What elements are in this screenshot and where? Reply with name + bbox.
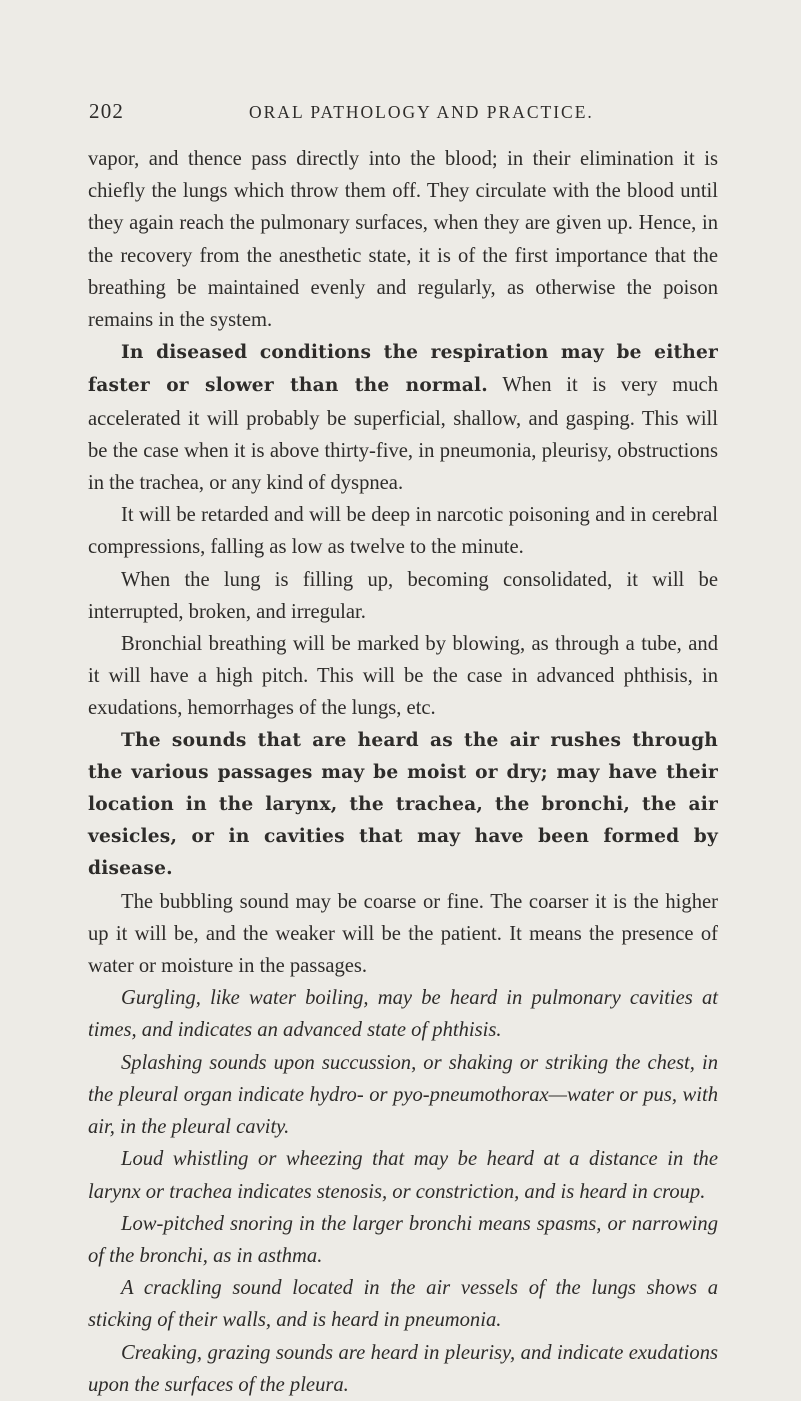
paragraph-snoring: Low-pitched snoring in the larger bronchi means spasms, or narrowing of the bronchi, as in asthma. — [88, 1212, 718, 1267]
paragraph-whistling: Loud whistling or wheezing that may be heard at a distance in the larynx or trachea indicates stenosis, or constriction, and is heard in croup. — [88, 1148, 718, 1203]
paragraph-gurgling: Gurgling, like water boiling, may be heard in pulmonary cavities at times, and indicates an advanced state of phthisis. — [88, 987, 718, 1042]
paragraph-creaking: Creaking, grazing sounds are heard in pleurisy, and indicate exudations upon the surfaces of the pleura. — [88, 1341, 718, 1396]
paragraph-air-sounds: The sounds that are heard as the air rushes through the various passages may be moist or dry; may have their location in the larynx, the trachea, the bronchi, the air vesicles, or in cavities that may have been formed by disease. — [88, 729, 718, 880]
paragraph-retarded-breathing: It will be retarded and will be deep in narcotic poisoning and in cerebral compressions, falling as low as twelve to the minute. — [88, 504, 718, 559]
paragraph-diseased-conditions — [88, 336, 718, 499]
paragraph-diseased-conditions-text: When it is very much accelerated it will probably be superficial, shallow, and gasping. This will be the case when it is above thirty-five, in pneumonia, pleurisy, obstructions in the trachea, or any kind of dyspnea. — [88, 374, 718, 495]
bold-lead-diseased-conditions: In diseased conditions the respiration may be either faster or slower than the normal. — [88, 342, 718, 397]
page-number: 202 — [89, 99, 125, 123]
paragraph-consolidated-lung: When the lung is filling up, becoming consolidated, it will be interrupted, broken, and irregular. — [88, 568, 718, 623]
paragraph-crackling: A crackling sound located in the air vessels of the lungs shows a sticking of their walls, and is heard in pneumonia. — [88, 1277, 718, 1332]
paragraph-splashing: Splashing sounds upon succussion, or shaking or striking the chest, in the pleural organ indicate hydro- or pyo-pneumothorax—water or pus, with air, in the pleural cavity. — [88, 1051, 718, 1139]
paragraph-bronchial-breathing: Bronchial breathing will be marked by blowing, as through a tube, and it will have a high pitch. This will be the case in advanced phthisis, in exudations, hemorrhages of the lungs, etc. — [88, 633, 718, 720]
paragraph-anesthetic-elimination: vapor, and thence pass directly into the blood; in their elimination it is chiefly the lungs which throw them off. They circulate with the blood until they again reach the pulmonary surfaces, when they are given up. Hence, in the recovery from the anesthetic state, it is of the first importance that the breathing be maintained evenly and regularly, as otherwise the poison remains in the system. — [88, 148, 718, 332]
running-head: ORAL PATHOLOGY AND PRACTICE. — [249, 102, 594, 122]
body-text — [88, 143, 718, 1401]
paragraph-bubbling-sound: The bubbling sound may be coarse or fine. The coarser it is the higher up it will be, and the weaker will be the patient. It means the presence of water or moisture in the passages. — [88, 890, 718, 978]
page-header — [89, 99, 729, 129]
